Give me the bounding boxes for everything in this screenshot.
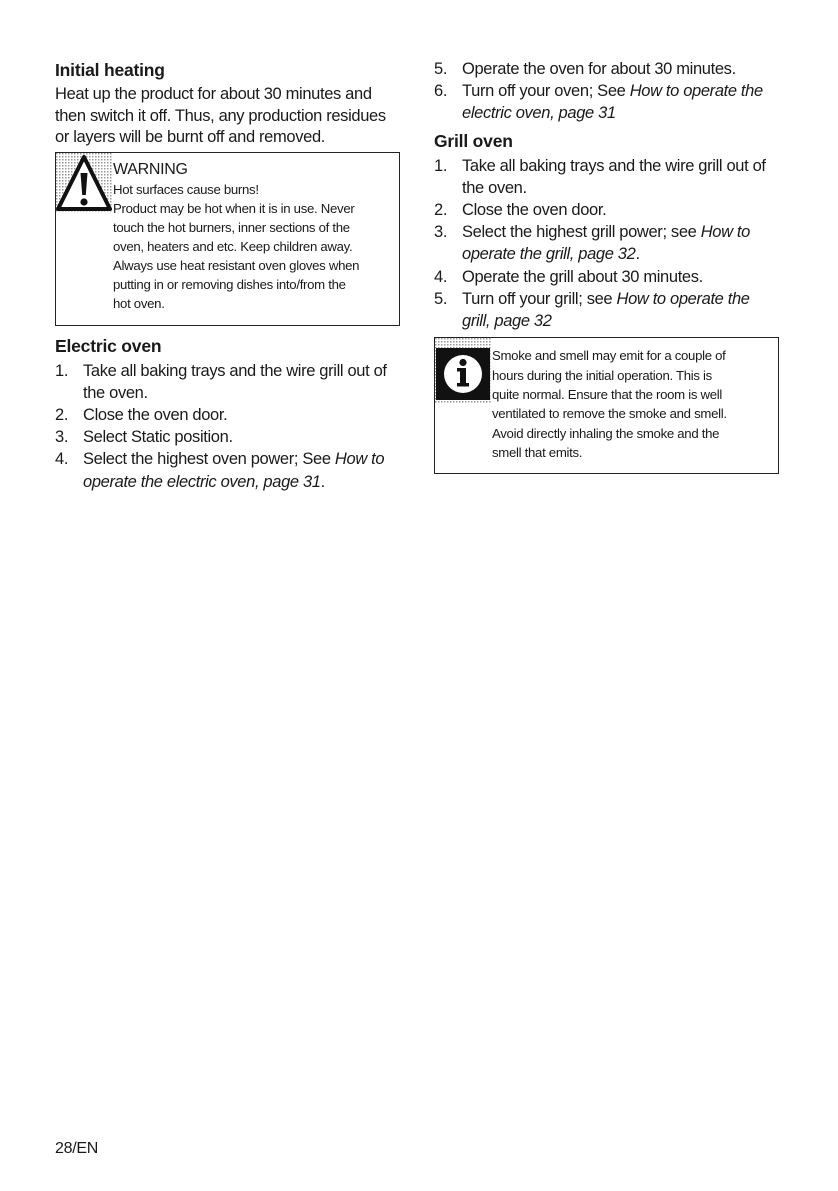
electric-oven-steps xyxy=(55,360,400,493)
electric-oven-heading: Electric oven xyxy=(55,335,162,356)
cross-reference: operate the electric oven, page 31 xyxy=(83,472,321,491)
info-text: Smoke and smell may emit for a couple of hours during the initial operation. This is quite normal. Ensure that the room is well ventilated to remove the smoke and smell. Avoid directly inhaling the smoke and the smell that emits. xyxy=(492,348,727,461)
list-item: 4. Select the highest oven power; See How to operate the electric oven, page 31. xyxy=(55,450,385,491)
list-item: 2. Close the oven door. xyxy=(434,201,607,220)
cross-reference: How to operate the xyxy=(616,289,750,308)
cross-reference: grill, page 32 xyxy=(462,312,552,331)
list-item: 5. Turn off your grill; see How to operate the grill, page 32 xyxy=(434,289,750,331)
left-column xyxy=(55,58,400,493)
list-item: 1. Take all baking trays and the wire grill out of the oven. xyxy=(434,156,766,197)
list-item: 3. Select the highest grill power; see How to operate the grill, page 32. xyxy=(434,223,750,264)
warning-title: WARNING xyxy=(113,160,188,178)
list-item: 4. Operate the grill about 30 minutes. xyxy=(434,267,703,286)
continued-steps xyxy=(434,58,779,125)
list-item: 3. Select Static position. xyxy=(55,428,233,447)
grill-oven-steps xyxy=(434,155,779,333)
initial-heating-text: Heat up the product for about 30 minutes and then switch it off. Thus, any production residues or layers will be burnt off and removed. xyxy=(55,85,386,146)
cross-reference: electric oven, page 31 xyxy=(462,104,616,123)
cross-reference: operate the grill, page 32 xyxy=(462,245,636,264)
list-item: 6. Turn off your oven; See How to operate the electric oven, page 31 xyxy=(434,82,763,123)
list-item: 5. Operate the oven for about 30 minutes. xyxy=(434,60,736,78)
warning-box xyxy=(55,152,400,326)
initial-heating-heading: Initial heating xyxy=(55,60,165,80)
cross-reference: How to xyxy=(700,223,750,242)
cross-reference: How to operate the xyxy=(629,82,763,101)
list-item: 2. Close the oven door. xyxy=(55,405,228,424)
page-number: 28/EN xyxy=(55,1140,98,1157)
info-box xyxy=(434,337,779,474)
info-icon xyxy=(435,338,491,404)
list-item: 1. Take all baking trays and the wire grill out of the oven. xyxy=(55,361,387,402)
warning-text: WARNING Hot surfaces cause burns! Product may be hot when it is in use. Never touch the hot burners, inner sections of the oven, heaters and etc. Keep children away. Always use heat resistant oven gloves when putting in or removing dishes into/from the hot oven. xyxy=(113,160,396,313)
cross-reference: How to xyxy=(334,450,385,469)
right-column xyxy=(434,58,779,474)
warning-icon xyxy=(56,153,112,213)
grill-oven-heading: Grill oven xyxy=(434,130,513,151)
